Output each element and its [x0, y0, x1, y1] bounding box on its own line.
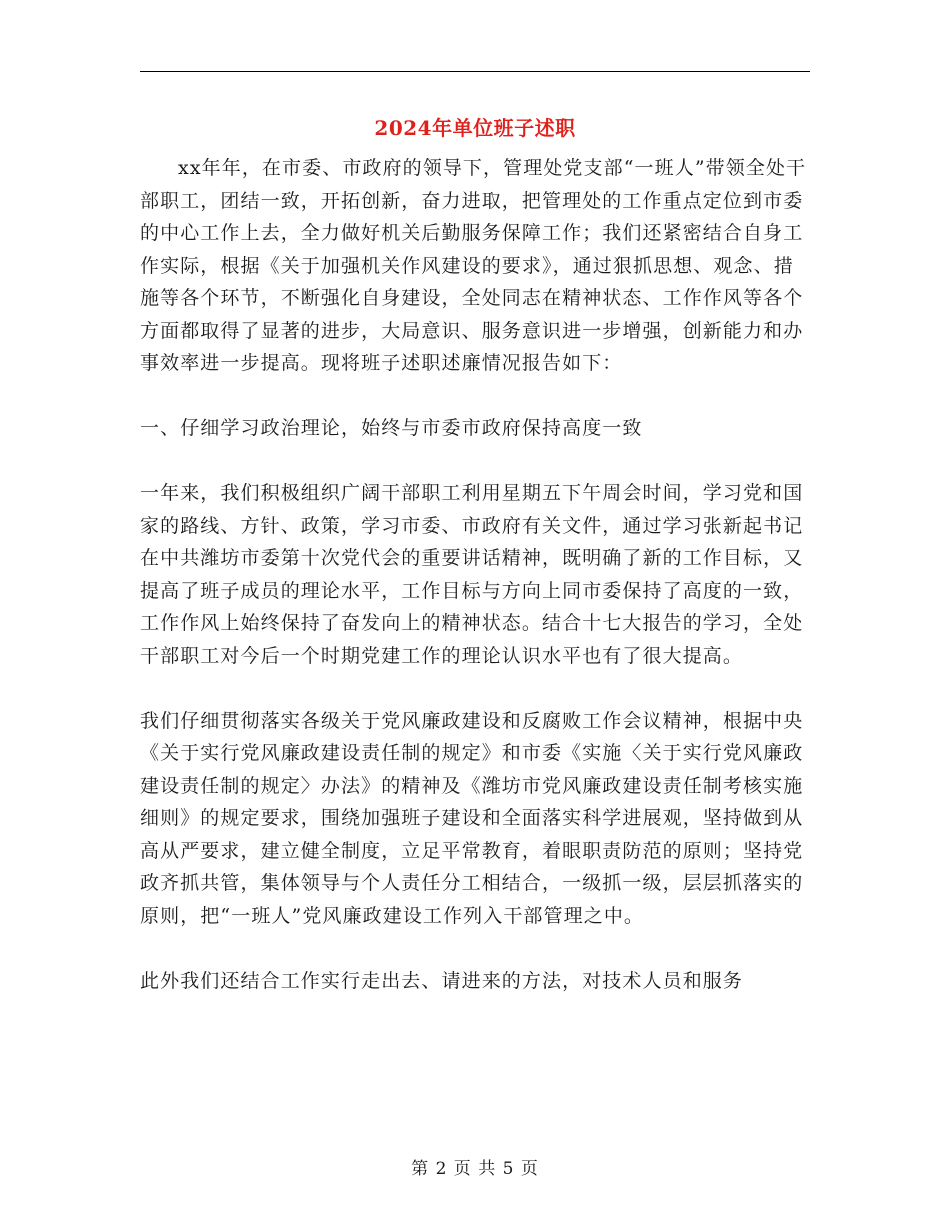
document-title: 2024年单位班子述职 [374, 116, 576, 140]
section-heading: 一、仔细学习政治理论，始终与市委市政府保持高度一致 [140, 417, 643, 439]
body-paragraph: 我们仔细贯彻落实各级关于党风廉政建设和反腐败工作会议精神，根据中央《关于实行党风廉政建设责任制的规定》和市委《实施〈关于实行党风廉政建设责任制的规定〉办法》的精神及《潍坊市党风廉政建设责任制考核实施细则》的规定要求，围绕加强班子建设和全面落实科学进展观，坚持做到从高从严要求，建立健全制度，立足平常教育，着眼职责防范的原则；坚持党政齐抓共管，集体领导与个人责任分工相结合，一级抓一级，层层抓落实的原则，把“一班人”党风廉政建设工作列入干部管理之中。 [140, 709, 804, 927]
page-number: 第 2 页 共 5 页 [411, 1159, 539, 1179]
body-paragraph: 此外我们还结合工作实行走出去、请进来的方法，对技术人员和服务 [140, 969, 744, 992]
body-paragraph: 一年来，我们积极组织广阔干部职工利用星期五下午周会时间，学习党和国家的路线、方针、政策，学习市委、市政府有关文件，通过学习张新起书记在中共潍坊市委第十次党代会的重要讲话精神，既明确了新的工作目标，又提高了班子成员的理论水平，工作目标与方向上同市委保持了高度的一致，工作作风上始终保持了奋发向上的精神状态。结合十七大报告的学习，全处干部职工对今后一个时期党建工作的理论认识水平也有了很大提高。 [140, 482, 804, 667]
document-body [140, 152, 810, 997]
intro-paragraph: xx年年，在市委、市政府的领导下，管理处党支部“一班人”带领全处干部职工，团结一致，开拓创新，奋力进取，把管理处的工作重点定位到市委的中心工作上去，全力做好机关后勤服务保障工作；我们还紧密结合自身工作实际，根据《关于加强机关作风建设的要求》，通过狠抓思想、观念、措施等各个环节，不断强化自身建设，全处同志在精神状态、工作作风等各个方面都取得了显著的进步，大局意识、服务意识进一步增强，创新能力和办事效率进一步提高。现将班子述职述廉情况报告如下： [140, 157, 807, 374]
header-rule [140, 71, 810, 72]
